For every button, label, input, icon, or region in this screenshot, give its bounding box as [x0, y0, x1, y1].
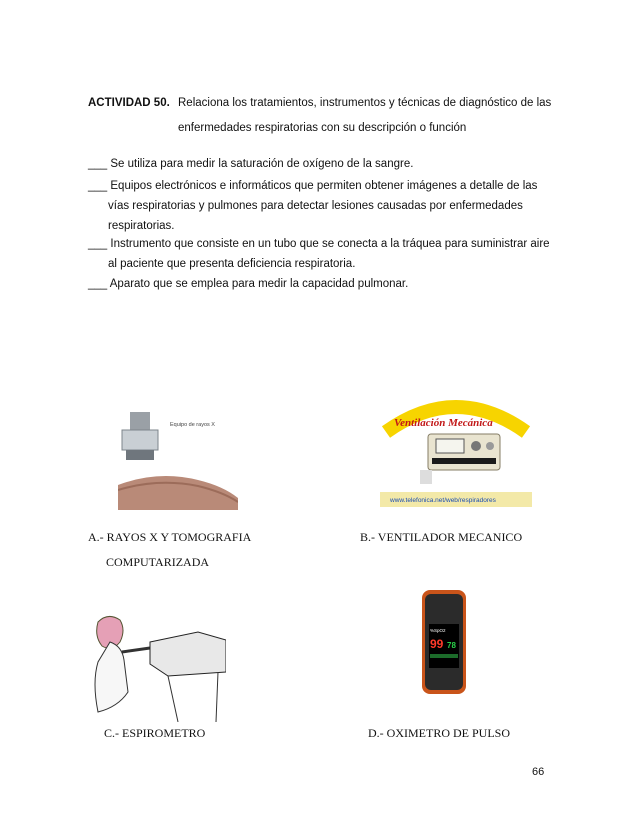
option-d: D.- OXIMETRO DE PULSO — [368, 726, 510, 740]
item-2 — [88, 176, 558, 236]
item-blank: ___ — [88, 158, 108, 170]
item-3 — [88, 234, 558, 274]
oximeter-label: %SpO2 — [430, 628, 446, 633]
oximeter-spo2: 99 — [430, 637, 444, 651]
item-text: Se utiliza para medir la saturación de oxígeno de la sangre. — [110, 158, 414, 170]
page-number: 66 — [532, 766, 545, 778]
ventilator-image — [380, 392, 532, 507]
item-1 — [88, 154, 558, 174]
item-blank: ___ — [88, 238, 108, 250]
activity-instruction-line2: enfermedades respiratorias con su descripción o función — [178, 122, 467, 134]
oximeter-pulse: 78 — [447, 641, 456, 650]
item-text: al paciente que presenta deficiencia respiratoria. — [108, 258, 356, 270]
ventilator-banner: Ventilación Mecánica — [394, 417, 493, 429]
activity-instruction-line1: Relaciona los tratamientos, instrumentos y técnicas de diagnóstico de las — [178, 97, 552, 109]
pulse-oximeter-image — [418, 588, 470, 696]
item-blank: ___ — [88, 180, 108, 192]
ventilator-url: www.telefonica.net/web/respiradores — [390, 497, 496, 504]
option-b: B.- VENTILADOR MECANICO — [360, 530, 523, 544]
option-a-line2: COMPUTARIZADA — [106, 555, 210, 569]
xray-caption: Equipo de rayos X — [170, 422, 215, 428]
item-text: Instrumento que consiste en un tubo que se conecta a la tráquea para suministrar aire — [110, 238, 550, 250]
item-text: vías respiratorias y pulmones para detectar lesiones causadas por enfermedades — [108, 200, 523, 212]
item-4 — [88, 274, 558, 294]
item-text: respiratorias. — [108, 220, 175, 232]
activity-label: ACTIVIDAD 50. — [88, 97, 170, 109]
item-blank: ___ — [88, 278, 108, 290]
xray-image — [118, 410, 238, 510]
item-text: Aparato que se emplea para medir la capacidad pulmonar. — [109, 278, 409, 290]
option-a-line1: A.- RAYOS X Y TOMOGRAFIA — [88, 530, 252, 544]
spirometer-image — [88, 612, 226, 722]
option-c: C.- ESPIROMETRO — [104, 726, 206, 740]
item-text: Equipos electrónicos e informáticos que permiten obtener imágenes a detalle de las — [110, 180, 538, 192]
